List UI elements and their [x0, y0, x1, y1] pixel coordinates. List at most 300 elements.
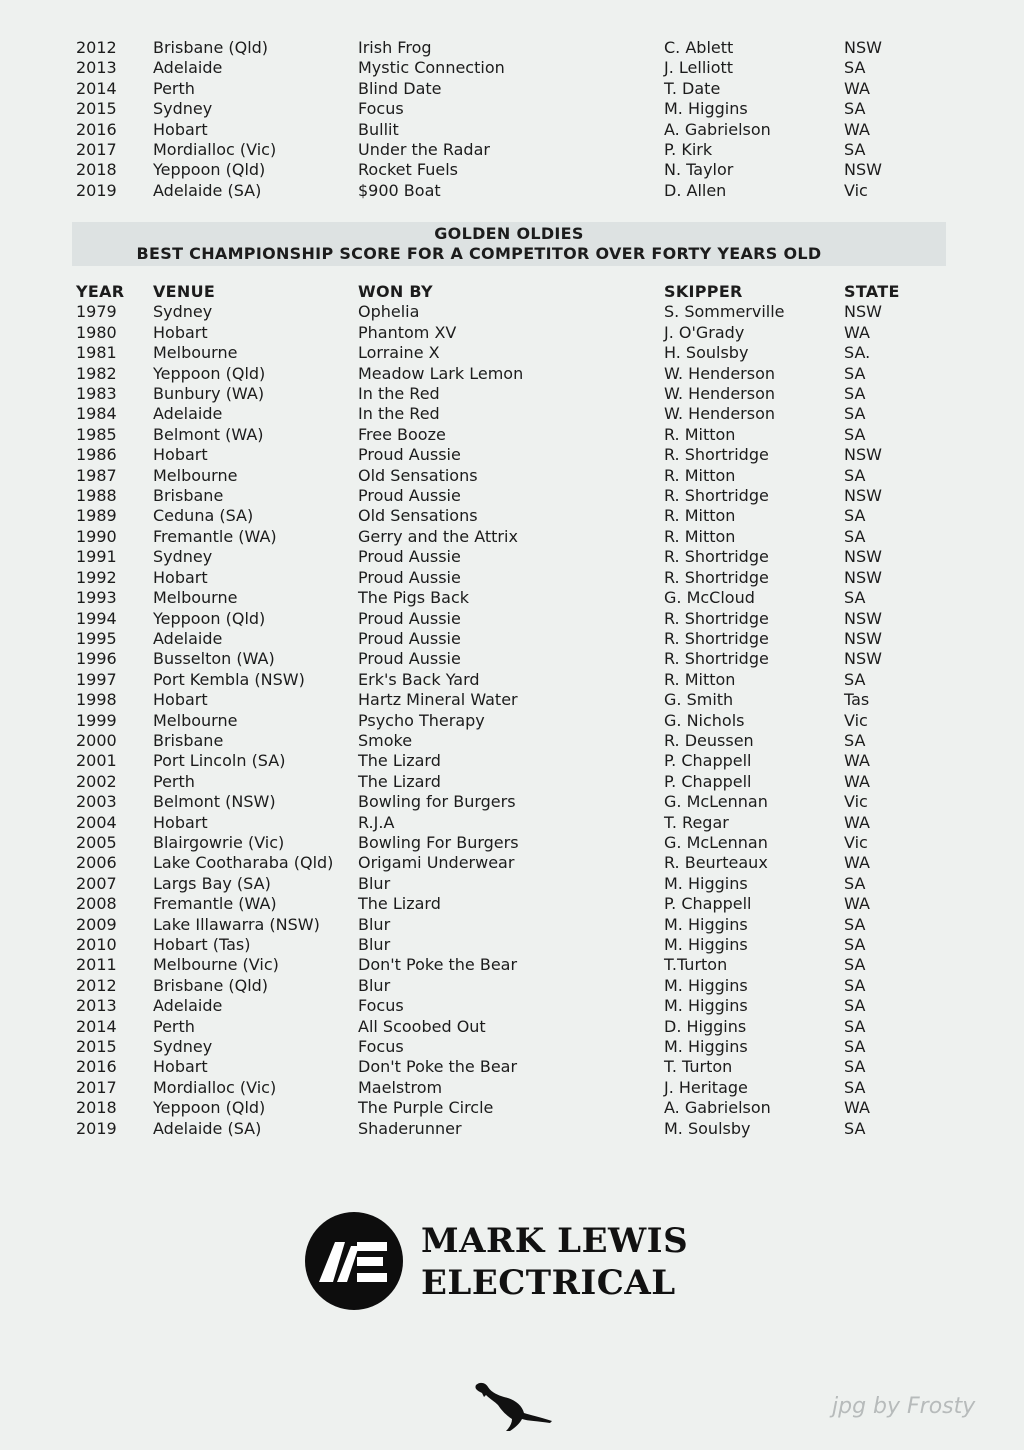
cell-skipper: J. Lelliott: [664, 58, 734, 78]
cell-venue: Bunbury (WA): [153, 384, 265, 404]
table-row: [76, 629, 904, 649]
cell-year: 1988: [76, 486, 117, 506]
table-row: [76, 1078, 904, 1098]
cell-venue: Fremantle (WA): [153, 894, 277, 914]
cell-venue: Lake Cootharaba (Qld): [153, 853, 334, 873]
cell-venue: Adelaide: [153, 58, 223, 78]
cell-venue: Yeppoon (Qld): [153, 363, 266, 383]
cell-state: SA: [844, 140, 866, 160]
cell-year: 1998: [76, 690, 117, 710]
cell-year: 2013: [76, 996, 117, 1016]
cell-state: WA: [844, 1098, 870, 1118]
cell-venue: Hobart: [153, 322, 208, 342]
cell-venue: Yeppoon (Qld): [153, 160, 266, 180]
table-row: [76, 364, 904, 384]
cell-skipper: R. Shortridge: [664, 628, 769, 648]
table-row: [76, 466, 904, 486]
cell-year: 2003: [76, 792, 117, 812]
cell-year: 2006: [76, 853, 117, 873]
cell-skipper: H. Soulsby: [664, 343, 749, 363]
cell-state: Vic: [844, 832, 868, 852]
cell-year: 2007: [76, 873, 117, 893]
cell-state: SA: [844, 506, 866, 526]
cell-won-by: Proud Aussie: [358, 567, 461, 587]
cell-venue: Hobart (Tas): [153, 935, 251, 954]
cell-state: SA: [844, 975, 866, 995]
cell-won-by: Bowling For Burgers: [358, 832, 519, 852]
cell-won-by: Bowling for Burgers: [358, 792, 516, 812]
table-row: [76, 955, 904, 975]
cell-state: SA: [844, 914, 866, 934]
cell-year: 1994: [76, 608, 117, 628]
cell-won-by: Blur: [358, 975, 391, 995]
table-row: [76, 38, 904, 58]
cell-won-by: Lorraine X: [358, 343, 440, 363]
section-banner: [72, 222, 946, 266]
cell-state: SA: [844, 873, 866, 893]
cell-state: SA: [844, 465, 866, 485]
sponsor-name: [421, 1220, 688, 1304]
cell-state: SA.: [844, 343, 871, 363]
previous-results-body: [76, 38, 904, 201]
cell-won-by: Erk's Back Yard: [358, 669, 480, 689]
cell-won-by: Bullit: [358, 119, 399, 139]
header-skipper: SKIPPER: [664, 282, 743, 301]
cell-year: 2013: [76, 58, 117, 78]
cell-year: 2015: [76, 1037, 117, 1057]
cell-year: 2016: [76, 1057, 117, 1077]
cell-venue: Brisbane (Qld): [153, 975, 269, 995]
cell-year: 1999: [76, 710, 117, 730]
sponsor-line-2: ELECTRICAL: [421, 1263, 676, 1303]
header-state: STATE: [844, 282, 900, 301]
cell-state: Vic: [844, 710, 868, 730]
cell-venue: Fremantle (WA): [153, 526, 277, 546]
cell-won-by: Proud Aussie: [358, 608, 461, 628]
table-row: [76, 302, 904, 322]
cell-venue: Sydney: [153, 547, 213, 567]
table-row: [76, 588, 904, 608]
header-venue: VENUE: [153, 282, 216, 301]
cell-won-by: Ophelia: [358, 302, 420, 322]
cell-skipper: R. Shortridge: [664, 445, 769, 465]
cell-venue: Melbourne: [153, 343, 238, 363]
cell-venue: Sydney: [153, 302, 213, 322]
cell-venue: Largs Bay (SA): [153, 873, 271, 893]
cell-skipper: T. Date: [664, 78, 721, 98]
table-row: [76, 384, 904, 404]
cell-venue: Perth: [153, 771, 195, 791]
table-row: [76, 690, 904, 710]
table-row: [76, 323, 904, 343]
cell-state: SA: [844, 588, 866, 608]
cell-skipper: J. O'Grady: [664, 322, 745, 342]
cell-won-by: Irish Frog: [358, 38, 432, 57]
table-row: [76, 813, 904, 833]
cell-state: NSW: [844, 160, 882, 180]
cell-skipper: M. Higgins: [664, 873, 748, 893]
sponsor-line-1: MARK LEWIS: [421, 1221, 689, 1261]
cell-skipper: G. McLennan: [664, 792, 768, 812]
cell-won-by: Origami Underwear: [358, 853, 515, 873]
cell-year: 2015: [76, 99, 117, 119]
cell-won-by: Proud Aussie: [358, 445, 461, 465]
table-row: [76, 894, 904, 914]
cell-skipper: R. Shortridge: [664, 567, 769, 587]
table-row: [76, 874, 904, 894]
cell-year: 1993: [76, 588, 117, 608]
cell-venue: Melbourne: [153, 588, 238, 608]
table-row: [76, 1098, 904, 1118]
cell-venue: Ceduna (SA): [153, 506, 254, 526]
cell-won-by: The Pigs Back: [358, 588, 470, 608]
cell-state: NSW: [844, 608, 882, 628]
cell-venue: Brisbane: [153, 730, 224, 750]
cell-skipper: W. Henderson: [664, 404, 776, 424]
cell-state: NSW: [844, 486, 882, 506]
cell-skipper: P. Chappell: [664, 751, 752, 771]
cell-year: 1984: [76, 404, 117, 424]
cell-year: 1995: [76, 628, 117, 648]
cell-state: SA: [844, 1057, 866, 1077]
cell-skipper: A. Gabrielson: [664, 1098, 771, 1118]
cell-skipper: G. Nichols: [664, 710, 745, 730]
cell-won-by: Hartz Mineral Water: [358, 690, 518, 710]
cell-year: 2014: [76, 1016, 117, 1036]
cell-venue: Brisbane (Qld): [153, 38, 269, 57]
cell-won-by: R.J.A: [358, 812, 395, 832]
cell-state: WA: [844, 894, 870, 914]
table-row: [76, 425, 904, 445]
cell-year: 2005: [76, 832, 117, 852]
table-row: [76, 181, 904, 201]
cell-state: NSW: [844, 628, 882, 648]
cell-year: 2002: [76, 771, 117, 791]
cell-venue: Lake Illawarra (NSW): [153, 914, 320, 934]
cell-venue: Perth: [153, 78, 195, 98]
cell-year: 1981: [76, 343, 117, 363]
cell-venue: Belmont (WA): [153, 424, 264, 444]
cell-year: 2001: [76, 751, 117, 771]
cell-won-by: The Purple Circle: [358, 1098, 494, 1118]
cell-state: WA: [844, 78, 870, 98]
header-year: YEAR: [76, 282, 125, 301]
cell-state: SA: [844, 424, 866, 444]
cell-venue: Yeppoon (Qld): [153, 1098, 266, 1118]
golden-oldies-body: [76, 302, 904, 1139]
cell-venue: Perth: [153, 1016, 195, 1036]
sponsor-logo: [305, 1212, 705, 1312]
table-row: [76, 711, 904, 731]
previous-results-table: [76, 38, 904, 201]
cell-won-by: Maelstrom: [358, 1077, 443, 1097]
cell-year: 2012: [76, 975, 117, 995]
cell-won-by: Shaderunner: [358, 1118, 462, 1138]
cell-skipper: T. Turton: [664, 1057, 733, 1077]
cell-venue: Port Kembla (NSW): [153, 669, 305, 689]
cell-year: 1979: [76, 302, 117, 322]
cell-won-by: All Scoobed Out: [358, 1016, 486, 1036]
cell-state: WA: [844, 322, 870, 342]
table-row: [76, 568, 904, 588]
watermark: jpg by Frosty: [832, 1394, 976, 1419]
cell-skipper: G. McLennan: [664, 832, 768, 852]
cell-year: 2019: [76, 180, 117, 200]
cell-state: SA: [844, 730, 866, 750]
cell-won-by: Old Sensations: [358, 465, 478, 485]
cell-won-by: Blur: [358, 873, 391, 893]
cell-skipper: W. Henderson: [664, 384, 776, 404]
cell-venue: Adelaide: [153, 628, 223, 648]
cell-year: 2010: [76, 935, 117, 954]
cell-state: SA: [844, 384, 866, 404]
table-header-row: [76, 282, 904, 302]
cell-year: 1982: [76, 363, 117, 383]
cell-state: NSW: [844, 38, 882, 57]
cell-state: SA: [844, 1016, 866, 1036]
cell-venue: Adelaide (SA): [153, 1118, 262, 1138]
cell-skipper: M. Higgins: [664, 996, 748, 1016]
cell-skipper: C. Ablett: [664, 38, 734, 57]
cell-skipper: A. Gabrielson: [664, 119, 771, 139]
cell-won-by: Free Booze: [358, 424, 446, 444]
cell-venue: Hobart: [153, 690, 208, 710]
cell-year: 2018: [76, 160, 117, 180]
cell-state: SA: [844, 996, 866, 1016]
cell-venue: Yeppoon (Qld): [153, 608, 266, 628]
cell-skipper: P. Chappell: [664, 771, 752, 791]
cell-skipper: M. Higgins: [664, 99, 748, 119]
table-row: [76, 140, 904, 160]
cell-won-by: Meadow Lark Lemon: [358, 363, 524, 383]
cell-skipper: M. Higgins: [664, 1037, 748, 1057]
cell-venue: Blairgowrie (Vic): [153, 832, 285, 852]
cell-state: Vic: [844, 180, 868, 200]
cell-state: SA: [844, 363, 866, 383]
cell-venue: Adelaide (SA): [153, 180, 262, 200]
table-row: [76, 120, 904, 140]
table-row: [76, 915, 904, 935]
section-title: GOLDEN OLDIES: [434, 224, 584, 243]
cell-state: SA: [844, 404, 866, 424]
cell-year: 2011: [76, 955, 117, 975]
cell-won-by: Don't Poke the Bear: [358, 955, 518, 975]
table-row: [76, 976, 904, 996]
table-row: [76, 833, 904, 853]
cell-venue: Sydney: [153, 99, 213, 119]
cell-skipper: R. Mitton: [664, 669, 736, 689]
mark-lewis-logo-icon: [305, 1212, 403, 1310]
table-row: [76, 751, 904, 771]
cell-venue: Hobart: [153, 567, 208, 587]
cell-skipper: R. Shortridge: [664, 486, 769, 506]
cell-skipper: R. Mitton: [664, 506, 736, 526]
cell-year: 2018: [76, 1098, 117, 1118]
cell-state: WA: [844, 853, 870, 873]
cell-skipper: M. Higgins: [664, 975, 748, 995]
table-row: [76, 731, 904, 751]
cell-skipper: R. Mitton: [664, 526, 736, 546]
cell-state: SA: [844, 1118, 866, 1138]
cell-year: 2004: [76, 812, 117, 832]
table-row: [76, 58, 904, 78]
table-row: [76, 343, 904, 363]
cell-won-by: Psycho Therapy: [358, 710, 485, 730]
cell-won-by: $900 Boat: [358, 180, 441, 200]
cell-year: 2014: [76, 78, 117, 98]
cell-state: SA: [844, 1037, 866, 1057]
cell-year: 1987: [76, 465, 117, 485]
table-row: [76, 792, 904, 812]
cell-state: SA: [844, 935, 866, 954]
cell-won-by: The Lizard: [358, 771, 441, 791]
table-row: [76, 772, 904, 792]
cell-year: 2000: [76, 730, 117, 750]
cell-year: 1985: [76, 424, 117, 444]
table-row: [76, 160, 904, 180]
cell-won-by: The Lizard: [358, 751, 441, 771]
cell-skipper: R. Shortridge: [664, 547, 769, 567]
cell-state: WA: [844, 751, 870, 771]
cell-skipper: M. Soulsby: [664, 1118, 751, 1138]
cell-venue: Mordialloc (Vic): [153, 1077, 277, 1097]
cell-venue: Busselton (WA): [153, 649, 275, 669]
cell-state: WA: [844, 812, 870, 832]
table-row: [76, 506, 904, 526]
cell-state: SA: [844, 58, 866, 78]
cell-won-by: Proud Aussie: [358, 628, 461, 648]
cell-skipper: P. Kirk: [664, 140, 713, 160]
cell-state: Tas: [844, 690, 870, 710]
cell-skipper: N. Taylor: [664, 160, 734, 180]
table-row: [76, 853, 904, 873]
cell-state: SA: [844, 955, 866, 975]
cell-venue: Hobart: [153, 119, 208, 139]
cell-skipper: W. Henderson: [664, 363, 776, 383]
cell-state: WA: [844, 119, 870, 139]
cell-won-by: Proud Aussie: [358, 486, 461, 506]
cell-skipper: G. McCloud: [664, 588, 755, 608]
cell-year: 1991: [76, 547, 117, 567]
cell-year: 2016: [76, 119, 117, 139]
cell-skipper: P. Chappell: [664, 894, 752, 914]
cell-state: SA: [844, 669, 866, 689]
cell-venue: Hobart: [153, 445, 208, 465]
table-row: [76, 935, 904, 955]
cell-year: 1986: [76, 445, 117, 465]
cell-year: 2008: [76, 894, 117, 914]
cell-skipper: M. Higgins: [664, 914, 748, 934]
cell-won-by: Blur: [358, 914, 391, 934]
table-row: [76, 670, 904, 690]
cell-venue: Melbourne: [153, 465, 238, 485]
cell-state: NSW: [844, 302, 882, 322]
cell-won-by: Gerry and the Attrix: [358, 526, 518, 546]
cell-state: NSW: [844, 445, 882, 465]
cell-venue: Belmont (NSW): [153, 792, 276, 812]
table-row: [76, 486, 904, 506]
cell-year: 2019: [76, 1118, 117, 1138]
kangaroo-icon: [470, 1375, 556, 1433]
cell-skipper: G. Smith: [664, 690, 734, 710]
table-row: [76, 79, 904, 99]
cell-won-by: Phantom XV: [358, 322, 457, 342]
cell-state: WA: [844, 771, 870, 791]
cell-state: NSW: [844, 649, 882, 669]
cell-venue: Sydney: [153, 1037, 213, 1057]
table-row: [76, 1057, 904, 1077]
cell-skipper: R. Deussen: [664, 730, 754, 750]
cell-won-by: Blind Date: [358, 78, 442, 98]
cell-year: 1990: [76, 526, 117, 546]
table-row: [76, 1017, 904, 1037]
section-subtitle: BEST CHAMPIONSHIP SCORE FOR A COMPETITOR OVER FORTY YEARS OLD: [136, 244, 822, 263]
cell-skipper: R. Beurteaux: [664, 853, 768, 873]
cell-venue: Hobart: [153, 1057, 208, 1077]
cell-skipper: R. Mitton: [664, 424, 736, 444]
cell-won-by: In the Red: [358, 404, 440, 424]
cell-year: 1983: [76, 384, 117, 404]
header-won-by: WON BY: [358, 282, 433, 301]
cell-year: 1996: [76, 649, 117, 669]
cell-skipper: T.Turton: [664, 955, 728, 975]
cell-won-by: Don't Poke the Bear: [358, 1057, 518, 1077]
cell-won-by: Focus: [358, 1037, 404, 1057]
cell-venue: Brisbane: [153, 486, 224, 506]
cell-venue: Adelaide: [153, 404, 223, 424]
cell-won-by: Blur: [358, 935, 391, 954]
cell-venue: Port Lincoln (SA): [153, 751, 286, 771]
cell-won-by: Mystic Connection: [358, 58, 505, 78]
table-row: [76, 527, 904, 547]
cell-venue: Adelaide: [153, 996, 223, 1016]
cell-year: 1992: [76, 567, 117, 587]
table-row: [76, 1119, 904, 1139]
cell-skipper: D. Higgins: [664, 1016, 747, 1036]
cell-year: 1980: [76, 322, 117, 342]
cell-year: 2017: [76, 1077, 117, 1097]
cell-year: 2009: [76, 914, 117, 934]
cell-year: 1997: [76, 669, 117, 689]
cell-won-by: Rocket Fuels: [358, 160, 458, 180]
table-row: [76, 609, 904, 629]
cell-won-by: Focus: [358, 99, 404, 119]
cell-won-by: Proud Aussie: [358, 649, 461, 669]
cell-skipper: D. Allen: [664, 180, 727, 200]
cell-state: NSW: [844, 547, 882, 567]
cell-state: SA: [844, 1077, 866, 1097]
cell-skipper: J. Heritage: [664, 1077, 748, 1097]
cell-state: SA: [844, 99, 866, 119]
table-row: [76, 445, 904, 465]
cell-venue: Melbourne (Vic): [153, 955, 279, 975]
cell-skipper: R. Shortridge: [664, 608, 769, 628]
cell-skipper: R. Mitton: [664, 465, 736, 485]
cell-won-by: Smoke: [358, 730, 413, 750]
table-row: [76, 99, 904, 119]
table-row: [76, 404, 904, 424]
cell-venue: Hobart: [153, 812, 208, 832]
golden-oldies-table: [76, 282, 904, 1139]
cell-won-by: Proud Aussie: [358, 547, 461, 567]
cell-skipper: S. Sommerville: [664, 302, 785, 322]
cell-venue: Mordialloc (Vic): [153, 140, 277, 160]
cell-won-by: In the Red: [358, 384, 440, 404]
cell-skipper: M. Higgins: [664, 935, 748, 954]
cell-year: 2012: [76, 38, 117, 57]
cell-won-by: Focus: [358, 996, 404, 1016]
cell-won-by: The Lizard: [358, 894, 441, 914]
